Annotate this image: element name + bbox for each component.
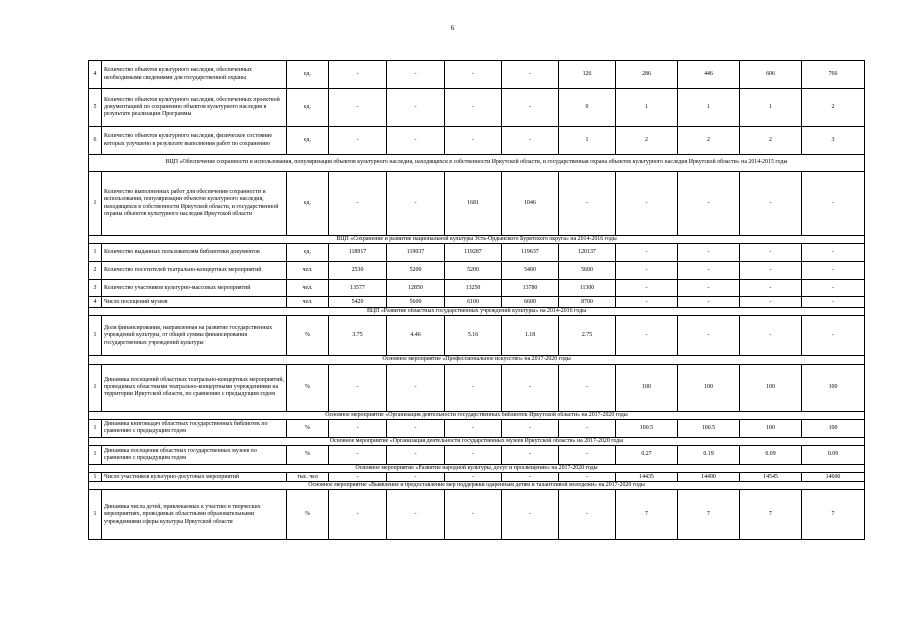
section-header-row (89, 356, 865, 364)
value-cell: 100 (802, 364, 865, 411)
value-cell: - (802, 280, 865, 297)
unit: ед. (287, 61, 329, 89)
section-title: Основное мероприятие «Выявление и предоставление мер поддержки одаренным детям и талантливой молодежи» на 2017-2020 годы (89, 482, 865, 490)
value-cell: 100.5 (616, 419, 678, 437)
value-cell: 7 (740, 490, 802, 540)
indicator-name: Количество объектов культурного наследия, обеспеченных проектной документацией по сохранению объектов культурного наследия в результате реализации Программы (102, 89, 287, 127)
value-cell: - (559, 490, 616, 540)
value-cell: - (502, 473, 559, 482)
value-cell: 1 (616, 89, 678, 127)
section-title: ВЦП «Обеспечение сохранности и использования, популяризация объектов культурного наследия, находящихся в собственности Иркутской области, и государственная охрана объектов культурного наследия Иркутской области» на 2014-2015 годы (89, 155, 865, 172)
value-cell: - (387, 364, 445, 411)
unit: чел. (287, 280, 329, 297)
value-cell: - (559, 473, 616, 482)
row-number: 5 (89, 89, 102, 127)
value-cell: - (445, 364, 502, 411)
value-cell: 119287 (445, 244, 502, 262)
indicator-name: Количество выполненных работ для обеспечения сохранности и использования, популяризации объектов культурного наследия, находящихся в собственности Иркутской области, и государственной охраны объектов культурного наследия Иркутской области (102, 172, 287, 236)
value-cell: 7 (616, 490, 678, 540)
value-cell: 286 (616, 61, 678, 89)
value-cell: 7 (678, 490, 740, 540)
unit: чел. (287, 297, 329, 308)
value-cell: 0.09 (740, 446, 802, 465)
table-row (89, 419, 865, 437)
value-cell: 12850 (387, 280, 445, 297)
value-cell: 6600 (502, 297, 559, 308)
section-title: Основное мероприятие «Развитие народной культуры, досуг и просвещение» на 2017-2020 годы (89, 465, 865, 473)
value-cell: 446 (678, 61, 740, 89)
value-cell: - (329, 446, 387, 465)
section-header-row (89, 411, 865, 419)
value-cell: 2.75 (559, 316, 616, 356)
value-cell: 2 (678, 127, 740, 155)
value-cell: - (445, 127, 502, 155)
value-cell: 14545 (740, 473, 802, 482)
value-cell: 5.16 (445, 316, 502, 356)
value-cell: - (802, 172, 865, 236)
table-row (89, 61, 865, 89)
value-cell: - (616, 172, 678, 236)
unit: тыс. чел (287, 473, 329, 482)
value-cell: 766 (802, 61, 865, 89)
indicator-name: Число участников культурно-досуговых мероприятий (102, 473, 287, 482)
indicator-name: Количество участников культурно-массовых мероприятий (102, 280, 287, 297)
value-cell: 13577 (329, 280, 387, 297)
value-cell: - (387, 61, 445, 89)
value-cell: - (502, 446, 559, 465)
unit: % (287, 490, 329, 540)
unit: % (287, 364, 329, 411)
section-header-row (89, 482, 865, 490)
value-cell: - (387, 419, 445, 437)
value-cell: - (802, 244, 865, 262)
value-cell: - (616, 262, 678, 280)
value-cell: - (616, 280, 678, 297)
table-row (89, 473, 865, 482)
value-cell: 14435 (616, 473, 678, 482)
value-cell: - (616, 297, 678, 308)
value-cell: - (329, 364, 387, 411)
row-number: 4 (89, 297, 102, 308)
value-cell: 118917 (329, 244, 387, 262)
value-cell: 13780 (502, 280, 559, 297)
row-number: 3 (89, 280, 102, 297)
value-cell: 119637 (502, 244, 559, 262)
value-cell: 120137 (559, 244, 616, 262)
row-number: 6 (89, 127, 102, 155)
value-cell: - (740, 316, 802, 356)
unit: ед. (287, 89, 329, 127)
table-row (89, 280, 865, 297)
value-cell: 14490 (678, 473, 740, 482)
value-cell: 1 (559, 127, 616, 155)
value-cell: - (329, 61, 387, 89)
row-number: 4 (89, 61, 102, 89)
table-row (89, 262, 865, 280)
value-cell: - (559, 446, 616, 465)
unit: ед. (287, 172, 329, 236)
value-cell: 100.5 (678, 419, 740, 437)
value-cell: - (502, 89, 559, 127)
section-header-row (89, 155, 865, 172)
section-header-row (89, 437, 865, 445)
value-cell: - (502, 490, 559, 540)
value-cell: - (559, 364, 616, 411)
value-cell: - (445, 61, 502, 89)
value-cell: 2530 (329, 262, 387, 280)
value-cell: 5200 (445, 262, 502, 280)
value-cell: - (802, 297, 865, 308)
value-cell: 2 (740, 127, 802, 155)
indicator-name: Количество выданных пользователям библиотеки документов (102, 244, 287, 262)
table-row (89, 316, 865, 356)
value-cell: - (329, 172, 387, 236)
value-cell: - (678, 280, 740, 297)
section-title: ВЦП «Развитие областных государственных учреждений культуры» на 2014-2016 годы (89, 308, 865, 316)
row-number: 1 (89, 473, 102, 482)
value-cell: 5600 (559, 262, 616, 280)
value-cell: 126 (559, 61, 616, 89)
indicator-name: Динамика посещения областных государственных музеев по сравнению с предыдущим годом (102, 446, 287, 465)
indicator-name: Динамика числа детей, привлекаемых к участию в творческих мероприятиях, проводимых областными образовательными учреждениями сферы культуры Иркутской области (102, 490, 287, 540)
indicators-table (88, 60, 865, 540)
row-number: 1 (89, 446, 102, 465)
section-title: ВЦП «Сохранение и развитие национальной культуры Усть-Ордынского Бурятского округа» на 2014-2016 годы (89, 236, 865, 244)
value-cell: 1.18 (502, 316, 559, 356)
value-cell: 119037 (387, 244, 445, 262)
value-cell: - (740, 297, 802, 308)
value-cell: 5400 (502, 262, 559, 280)
value-cell: - (445, 490, 502, 540)
value-cell: - (387, 127, 445, 155)
indicator-name: Доля финансирования, направленная на развитие государственных учреждений культуры, от общей суммы финансирования государственных учреждений культуры (102, 316, 287, 356)
row-number: 1 (89, 490, 102, 540)
value-cell: - (678, 172, 740, 236)
value-cell: 1681 (445, 172, 502, 236)
value-cell: - (387, 89, 445, 127)
value-cell: 0.09 (802, 446, 865, 465)
value-cell: - (445, 446, 502, 465)
row-number: 1 (89, 172, 102, 236)
value-cell: 13250 (445, 280, 502, 297)
value-cell: 100 (678, 364, 740, 411)
value-cell: 1046 (502, 172, 559, 236)
value-cell: - (559, 419, 616, 437)
unit: чел. (287, 262, 329, 280)
table-row (89, 172, 865, 236)
value-cell: - (445, 419, 502, 437)
value-cell: - (329, 419, 387, 437)
indicator-name: Динамика книговыдач областных государственных библиотек по сравнению с предыдущим годом (102, 419, 287, 437)
unit: % (287, 316, 329, 356)
page-number: 6 (450, 24, 455, 32)
section-header-row (89, 308, 865, 316)
row-number: 2 (89, 262, 102, 280)
value-cell: - (329, 127, 387, 155)
value-cell: - (802, 262, 865, 280)
value-cell: - (502, 419, 559, 437)
value-cell: 2 (802, 89, 865, 127)
value-cell: 11300 (559, 280, 616, 297)
table-row (89, 446, 865, 465)
value-cell: - (387, 172, 445, 236)
value-cell: - (445, 473, 502, 482)
value-cell: - (678, 297, 740, 308)
indicator-name: Количество посетителей театрально-концертных мероприятий (102, 262, 287, 280)
table-row (89, 244, 865, 262)
row-number: 1 (89, 244, 102, 262)
value-cell: - (502, 127, 559, 155)
value-cell: - (329, 473, 387, 482)
indicator-name: Количество объектов культурного наследия, обеспеченных необходимыми сведениями для государственной охраны (102, 61, 287, 89)
value-cell: 100 (802, 419, 865, 437)
value-cell: 14600 (802, 473, 865, 482)
value-cell: 6100 (445, 297, 502, 308)
row-number: 1 (89, 419, 102, 437)
value-cell: - (387, 473, 445, 482)
table-row (89, 490, 865, 540)
section-header-row (89, 236, 865, 244)
value-cell: - (559, 172, 616, 236)
value-cell: 1 (740, 89, 802, 127)
value-cell: - (740, 280, 802, 297)
value-cell: - (740, 172, 802, 236)
value-cell: - (802, 316, 865, 356)
value-cell: 8700 (559, 297, 616, 308)
value-cell: 3 (802, 127, 865, 155)
value-cell: 5600 (387, 297, 445, 308)
value-cell: - (329, 89, 387, 127)
section-header-row (89, 465, 865, 473)
table-row (89, 89, 865, 127)
unit: ед. (287, 127, 329, 155)
value-cell: - (616, 316, 678, 356)
indicator-name: Число посещений музеев (102, 297, 287, 308)
section-title: Основное мероприятие «Профессиональное искусство» на 2017-2020 годы (89, 356, 865, 364)
unit: ед. (287, 244, 329, 262)
indicator-name: Количество объектов культурного наследия, физическое состояние которых улучшено в результате выполнения работ по сохранению (102, 127, 287, 155)
section-title: Основное мероприятие «Организация деятельности государственных музеев Иркутской области» на 2017-2020 годы (89, 437, 865, 445)
value-cell: - (387, 446, 445, 465)
value-cell: - (387, 490, 445, 540)
value-cell: - (329, 490, 387, 540)
unit: % (287, 419, 329, 437)
value-cell: - (445, 89, 502, 127)
value-cell: 2 (616, 127, 678, 155)
value-cell: 606 (740, 61, 802, 89)
row-number: 1 (89, 316, 102, 356)
value-cell: - (740, 262, 802, 280)
value-cell: 100 (740, 364, 802, 411)
value-cell: - (616, 244, 678, 262)
value-cell: - (678, 316, 740, 356)
value-cell: 1 (678, 89, 740, 127)
value-cell: 100 (740, 419, 802, 437)
value-cell: - (678, 244, 740, 262)
value-cell: 5200 (387, 262, 445, 280)
value-cell: - (502, 364, 559, 411)
value-cell: 0.19 (678, 446, 740, 465)
table-row (89, 297, 865, 308)
value-cell: - (502, 61, 559, 89)
indicator-name: Динамика посещений областных театрально-концертных мероприятий, проводимых областными театрально-концертными учреждениями на территории Иркутской области, по сравнению с предыдущим годом (102, 364, 287, 411)
value-cell: - (678, 262, 740, 280)
value-cell: 7 (802, 490, 865, 540)
value-cell: - (740, 244, 802, 262)
value-cell: 3.75 (329, 316, 387, 356)
value-cell: 100 (616, 364, 678, 411)
row-number: 1 (89, 364, 102, 411)
value-cell: 5420 (329, 297, 387, 308)
table-row (89, 127, 865, 155)
value-cell: 0 (559, 89, 616, 127)
unit: % (287, 446, 329, 465)
value-cell: 4.46 (387, 316, 445, 356)
section-title: Основное мероприятие «Организация деятельности государственных библиотек Иркутской области» на 2017-2020 годы (89, 411, 865, 419)
value-cell: 0.27 (616, 446, 678, 465)
table-row (89, 364, 865, 411)
